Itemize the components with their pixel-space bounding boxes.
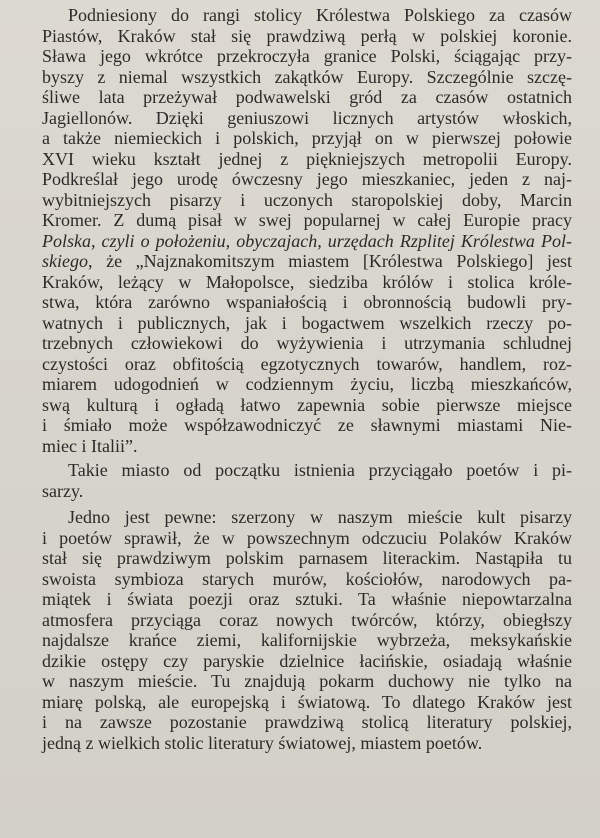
- text-line: watnych i publicznych, jak i bogactwem wszelkich rzeczy po-: [42, 312, 572, 333]
- text-line: sarzy.: [42, 480, 84, 501]
- text-line: miarem udogodnień w codziennym życiu, liczbą mieszkańców,: [42, 374, 572, 394]
- text-line: stał się prawdziwym polskim parnasem literackim. Nastąpiła tu: [42, 548, 572, 568]
- text-line: najdalsze krańce ziemi, kalifornijskie wybrzeża, meksykańskie: [42, 630, 572, 650]
- quote-start-fragment: , że „Najznakomitszym miastem [Królestwa Polskiego] jest: [87, 251, 572, 271]
- text-line: Takie miasto od początku istnienia przyciągało poetów i pi-: [68, 460, 572, 480]
- text-line: i śmiało może współzawodniczyć ze sławnymi miastami Nie-: [42, 415, 572, 435]
- text-line: swoista symbioza starych murów, kościołów, narodowych pa-: [42, 568, 572, 589]
- paragraph-2: [42, 460, 572, 501]
- text-line: [42, 251, 572, 272]
- text-line: Jagiellonów. Dzięki geniuszowi licznych artystów włoskich,: [42, 107, 572, 128]
- text-line: Podkreślał jego urodę ówczesny jego mieszkaniec, jeden z naj-: [42, 169, 572, 189]
- paragraph-1: [42, 5, 572, 456]
- text-line: Piastów, Kraków stał się prawdziwą perłą w polskiej koronie.: [42, 25, 572, 46]
- text-line: czystości oraz obfitością egzotycznych towarów, handlem, roz-: [42, 353, 572, 374]
- text-line: Sława jego wkrótce przekroczyła granice Polski, ściągając przy-: [42, 46, 572, 66]
- text-line: jedną z wielkich stolic literatury światowej, miastem poetów.: [42, 732, 483, 753]
- text-line: dzikie ostępy czy paryskie dzielnice łacińskie, osiadają właśnie: [42, 650, 572, 671]
- text-line: w naszym mieście. Tu znajdują pokarm duchowy nie tylko na: [42, 671, 572, 691]
- text-line: śliwe lata przeżywał podwawelski gród za czasów ostatnich: [42, 87, 572, 107]
- text-line: trzebnych człowiekowi do wyżywienia i utrzymania schludnej: [42, 333, 572, 353]
- text-line: i poetów sprawił, że w powszechnym odczuciu Polaków Kraków: [42, 527, 572, 548]
- italic-title-fragment: Polska, czyli o położeniu, obyczajach, urzędach Rzplitej Królestwa Pol-: [42, 230, 572, 251]
- text-line: swą kulturą i ogładą łatwo zapewnia sobie pierwsze miejsce: [42, 394, 572, 415]
- text-line: byszy z niemal wszystkich zakątków Europy. Szczególnie szczę-: [42, 66, 572, 87]
- text-line: miarę polską, ale europejską i światową. To dlatego Kraków jest: [42, 691, 572, 712]
- text-line: atmosfera przyciąga coraz nowych twórców, którzy, obiegłszy: [42, 609, 572, 630]
- text-line: miec i Italii”.: [42, 435, 138, 456]
- text-line: wybitniejszych pisarzy i uczonych staropolskiej doby, Marcin: [42, 189, 572, 210]
- text-line: [42, 231, 572, 252]
- text-line: Kraków, leżący w Małopolsce, siedziba królów i stolica króle-: [42, 271, 572, 292]
- text-line: stwa, która zarówno wspaniałością i obronnością budowli pry-: [42, 292, 572, 312]
- text-line: XVI wieku kształt jednej z piękniejszych metropolii Europy.: [42, 148, 572, 169]
- text-line: Podniesiony do rangi stolicy Królestwa Polskiego za czasów: [68, 5, 572, 25]
- paragraph-3: [42, 507, 572, 753]
- italic-title-fragment: skiego: [42, 251, 88, 271]
- text-line: Jedno jest pewne: szerzony w naszym mieście kult pisarzy: [68, 507, 572, 527]
- text-line: Kromer. Z dumą pisał w swej popularnej w całej Europie pracy: [42, 210, 572, 230]
- text-line: a także niemieckich i polskich, przyjął on w pierwszej połowie: [42, 128, 572, 148]
- text-line: miątek i świata poezji oraz sztuki. Ta właśnie niepowtarzalna: [42, 589, 572, 609]
- text-line: i na zawsze pozostanie prawdziwą stolicą literatury polskiej,: [42, 712, 572, 732]
